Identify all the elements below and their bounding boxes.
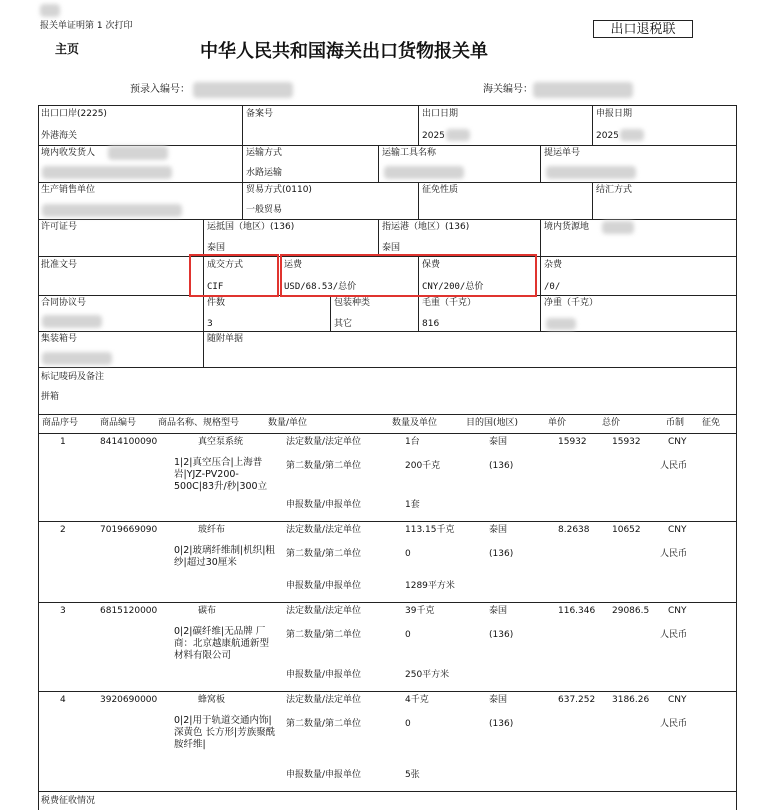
package-value: 其它: [334, 319, 353, 329]
export-port-value: 外港海关: [41, 131, 78, 141]
gross-label: 毛重（千克）: [422, 298, 477, 308]
goods-no: 2: [60, 525, 66, 535]
vehicle-label: 运输工具名称: [382, 148, 437, 158]
contract-label: 合同协议号: [41, 298, 87, 308]
goods-l3: 申报数量/申报单位: [286, 581, 362, 591]
marks-label: 标记唛码及备注: [41, 372, 105, 382]
grid-line: [540, 219, 541, 256]
goods-country: 泰国: [489, 437, 508, 447]
goods-currency: CNY: [668, 525, 687, 535]
redacted-pre-entry-no: [193, 82, 293, 98]
goods-col-header: 数量/单位: [268, 418, 308, 428]
grid-line: [38, 791, 736, 792]
grid-line: [38, 182, 736, 183]
goods-q1: 4千克: [405, 695, 429, 705]
redacted-export-date: [446, 129, 470, 141]
goods-country-code: (136): [489, 630, 514, 640]
dest-country-label: 运抵国（地区）(136): [207, 222, 295, 232]
goods-code: 3920690000: [100, 695, 158, 705]
trade-mode-value: 一般贸易: [246, 205, 283, 215]
redacted-customs-no: [533, 82, 633, 98]
transport-mode-label: 运输方式: [246, 148, 283, 158]
goods-col-header: 商品名称、规格型号: [158, 418, 240, 428]
highlight-box-deal-mode: [189, 254, 279, 297]
goods-q1: 1台: [405, 437, 420, 447]
grid-line: [38, 331, 736, 332]
trade-mode-label: 贸易方式(0110): [246, 185, 312, 195]
redacted-contract: [42, 315, 102, 328]
goods-currency-name: 人民币: [660, 719, 688, 729]
goods-l1: 法定数量/法定单位: [286, 606, 362, 616]
grid-line: [540, 256, 541, 295]
grid-line: [540, 295, 541, 331]
goods-total: 15932: [612, 437, 641, 447]
goods-name: 真空泵系统: [198, 437, 244, 447]
goods-country: 泰国: [489, 695, 508, 705]
goods-q2: 0: [405, 549, 411, 559]
goods-currency-name: 人民币: [660, 630, 688, 640]
goods-col-header: 征免: [702, 418, 721, 428]
goods-country: 泰国: [489, 525, 508, 535]
grid-line: [330, 295, 331, 331]
insurance-value: CNY/200/总价: [422, 282, 484, 292]
goods-currency: CNY: [668, 695, 687, 705]
redacted-consignee-name: [42, 166, 172, 179]
goods-q1: 39千克: [405, 606, 435, 616]
goods-country-code: (136): [489, 461, 514, 471]
grid-line: [38, 219, 736, 220]
goods-currency: CNY: [668, 437, 687, 447]
goods-price: 15932: [558, 437, 587, 447]
deal-mode-value: CIF: [207, 282, 224, 292]
insurance-label: 保费: [422, 260, 441, 270]
goods-col-header: 数量及单位: [392, 418, 438, 428]
goods-col-header: 目的国(地区): [466, 418, 519, 428]
docs-label: 随附单据: [207, 334, 244, 344]
container-label: 集装箱号: [41, 334, 78, 344]
net-label: 净重（千克）: [544, 298, 599, 308]
grid-line: [38, 433, 736, 434]
grid-line: [418, 295, 419, 331]
redacted-producer: [42, 204, 182, 217]
declare-date-label: 申报日期: [596, 109, 633, 119]
grid-line: [378, 145, 379, 182]
goods-l1: 法定数量/法定单位: [286, 525, 362, 535]
goods-col-header: 商品序号: [42, 418, 79, 428]
goods-name: 玻纤布: [198, 525, 226, 535]
customs-no-label: 海关编号：: [483, 84, 533, 95]
goods-total: 10652: [612, 525, 641, 535]
bill-no-label: 提运单号: [544, 148, 581, 158]
dest-port-label: 指运港（地区）(136): [382, 222, 470, 232]
freight-label: 运费: [284, 260, 303, 270]
pieces-value: 3: [207, 319, 213, 329]
goods-q2: 0: [405, 630, 411, 640]
grid-line: [418, 182, 419, 219]
goods-no: 3: [60, 606, 66, 616]
goods-currency: CNY: [668, 606, 687, 616]
goods-q1: 113.15千克: [405, 525, 455, 535]
goods-l3: 申报数量/申报单位: [286, 770, 362, 780]
redacted-container: [42, 352, 112, 365]
export-date-value: 2025: [422, 131, 445, 141]
grid-line: [242, 105, 243, 219]
goods-q3: 1289平方米: [405, 581, 455, 591]
consignee-label: 境内收发货人: [41, 148, 96, 158]
grid-line: [540, 145, 541, 182]
goods-l2: 第二数量/第二单位: [286, 549, 362, 559]
dest-port-value: 泰国: [382, 243, 401, 253]
grid-line: [38, 521, 736, 522]
grid-line: [38, 602, 736, 603]
goods-l3: 申报数量/申报单位: [286, 500, 362, 510]
redacted-mark: [40, 4, 60, 17]
grid-line: [38, 105, 736, 106]
goods-price: 8.2638: [558, 525, 590, 535]
license-label: 许可证号: [41, 222, 78, 232]
goods-name: 碳布: [198, 606, 217, 616]
pieces-label: 件数: [207, 298, 226, 308]
redacted-consignee: [108, 146, 168, 160]
goods-l1: 法定数量/法定单位: [286, 437, 362, 447]
goods-no: 1: [60, 437, 66, 447]
goods-l2: 第二数量/第二单位: [286, 719, 362, 729]
goods-spec: 0|2|用于轨道交通内饰|深黄色 长方形|芳族聚酰胺纤维|: [174, 715, 276, 750]
dest-country-value: 泰国: [207, 243, 226, 253]
export-port-label: 出口口岸(2225): [41, 109, 107, 119]
goods-code: 7019669090: [100, 525, 158, 535]
levy-label: 征免性质: [422, 185, 459, 195]
producer-label: 生产销售单位: [41, 185, 96, 195]
goods-name: 蜂窝板: [198, 695, 226, 705]
goods-q2: 200千克: [405, 461, 441, 471]
print-note: 报关单证明第 1 次打印: [40, 21, 133, 31]
grid-line: [378, 219, 379, 256]
grid-line: [38, 105, 39, 810]
settlement-label: 结汇方式: [596, 185, 633, 195]
pre-entry-label: 预录入编号：: [130, 84, 190, 95]
grid-line: [38, 691, 736, 692]
goods-country: 泰国: [489, 606, 508, 616]
grid-line: [203, 295, 204, 331]
goods-spec: 0|2|碳纤维|无品牌 厂商：北京越康航通新型材料有限公司: [174, 626, 270, 661]
transport-mode-value: 水路运输: [246, 168, 283, 178]
redacted-net: [546, 318, 576, 330]
export-date-label: 出口日期: [422, 109, 459, 119]
goods-l1: 法定数量/法定单位: [286, 695, 362, 705]
grid-line: [736, 105, 737, 810]
goods-col-header: 单价: [548, 418, 567, 428]
goods-price: 116.346: [558, 606, 596, 616]
goods-country-code: (136): [489, 549, 514, 559]
home-label[interactable]: 主页: [55, 42, 80, 56]
goods-q3: 250平方米: [405, 670, 450, 680]
goods-l2: 第二数量/第二单位: [286, 630, 362, 640]
grid-line: [203, 219, 204, 256]
goods-no: 4: [60, 695, 66, 705]
goods-country-code: (136): [489, 719, 514, 729]
grid-line: [203, 331, 204, 367]
goods-spec: 1|2|真空压合|上海普岩|YJZ-PV200-500C|83升/秒|300立: [174, 457, 268, 492]
highlight-box-freight-insurance: [280, 254, 537, 297]
goods-q2: 0: [405, 719, 411, 729]
misc-label: 杂费: [544, 260, 563, 270]
goods-spec: 0|2|玻璃纤维制|机织|粗纱|超过30厘米: [174, 545, 275, 568]
redacted-source: [602, 221, 634, 234]
goods-q3: 1套: [405, 500, 420, 510]
page-title: 中华人民共和国海关出口货物报关单: [200, 41, 488, 62]
record-no-label: 备案号: [246, 109, 274, 119]
redacted-bill-no: [546, 166, 636, 179]
goods-l2: 第二数量/第二单位: [286, 461, 362, 471]
redacted-vehicle: [384, 166, 464, 179]
marks-value: 拼箱: [41, 392, 60, 402]
goods-price: 637.252: [558, 695, 596, 705]
goods-code: 6815120000: [100, 606, 158, 616]
goods-l3: 申报数量/申报单位: [286, 670, 362, 680]
tax-label: 税费征收情况: [41, 796, 96, 806]
goods-total: 29086.5: [612, 606, 650, 616]
goods-col-header: 总价: [602, 418, 621, 428]
freight-value: USD/68.53/总价: [284, 282, 357, 292]
misc-value: /0/: [544, 282, 561, 292]
package-label: 包装种类: [334, 298, 371, 308]
grid-line: [592, 182, 593, 219]
goods-col-header: 币制: [666, 418, 685, 428]
goods-code: 8414100090: [100, 437, 158, 447]
grid-line: [38, 414, 736, 415]
goods-currency-name: 人民币: [660, 461, 688, 471]
grid-line: [418, 105, 419, 145]
export-rebate-badge: 出口退税联: [593, 20, 693, 38]
goods-currency-name: 人民币: [660, 549, 688, 559]
grid-line: [38, 367, 736, 368]
goods-q3: 5张: [405, 770, 420, 780]
grid-line: [592, 105, 593, 145]
redacted-declare-date: [620, 129, 644, 141]
deal-mode-label: 成交方式: [207, 260, 244, 270]
declare-date-value: 2025: [596, 131, 619, 141]
approval-label: 批准文号: [41, 260, 78, 270]
source-label: 境内货源地: [544, 222, 590, 232]
goods-col-header: 商品编号: [100, 418, 137, 428]
gross-value: 816: [422, 319, 440, 329]
goods-total: 3186.26: [612, 695, 650, 705]
